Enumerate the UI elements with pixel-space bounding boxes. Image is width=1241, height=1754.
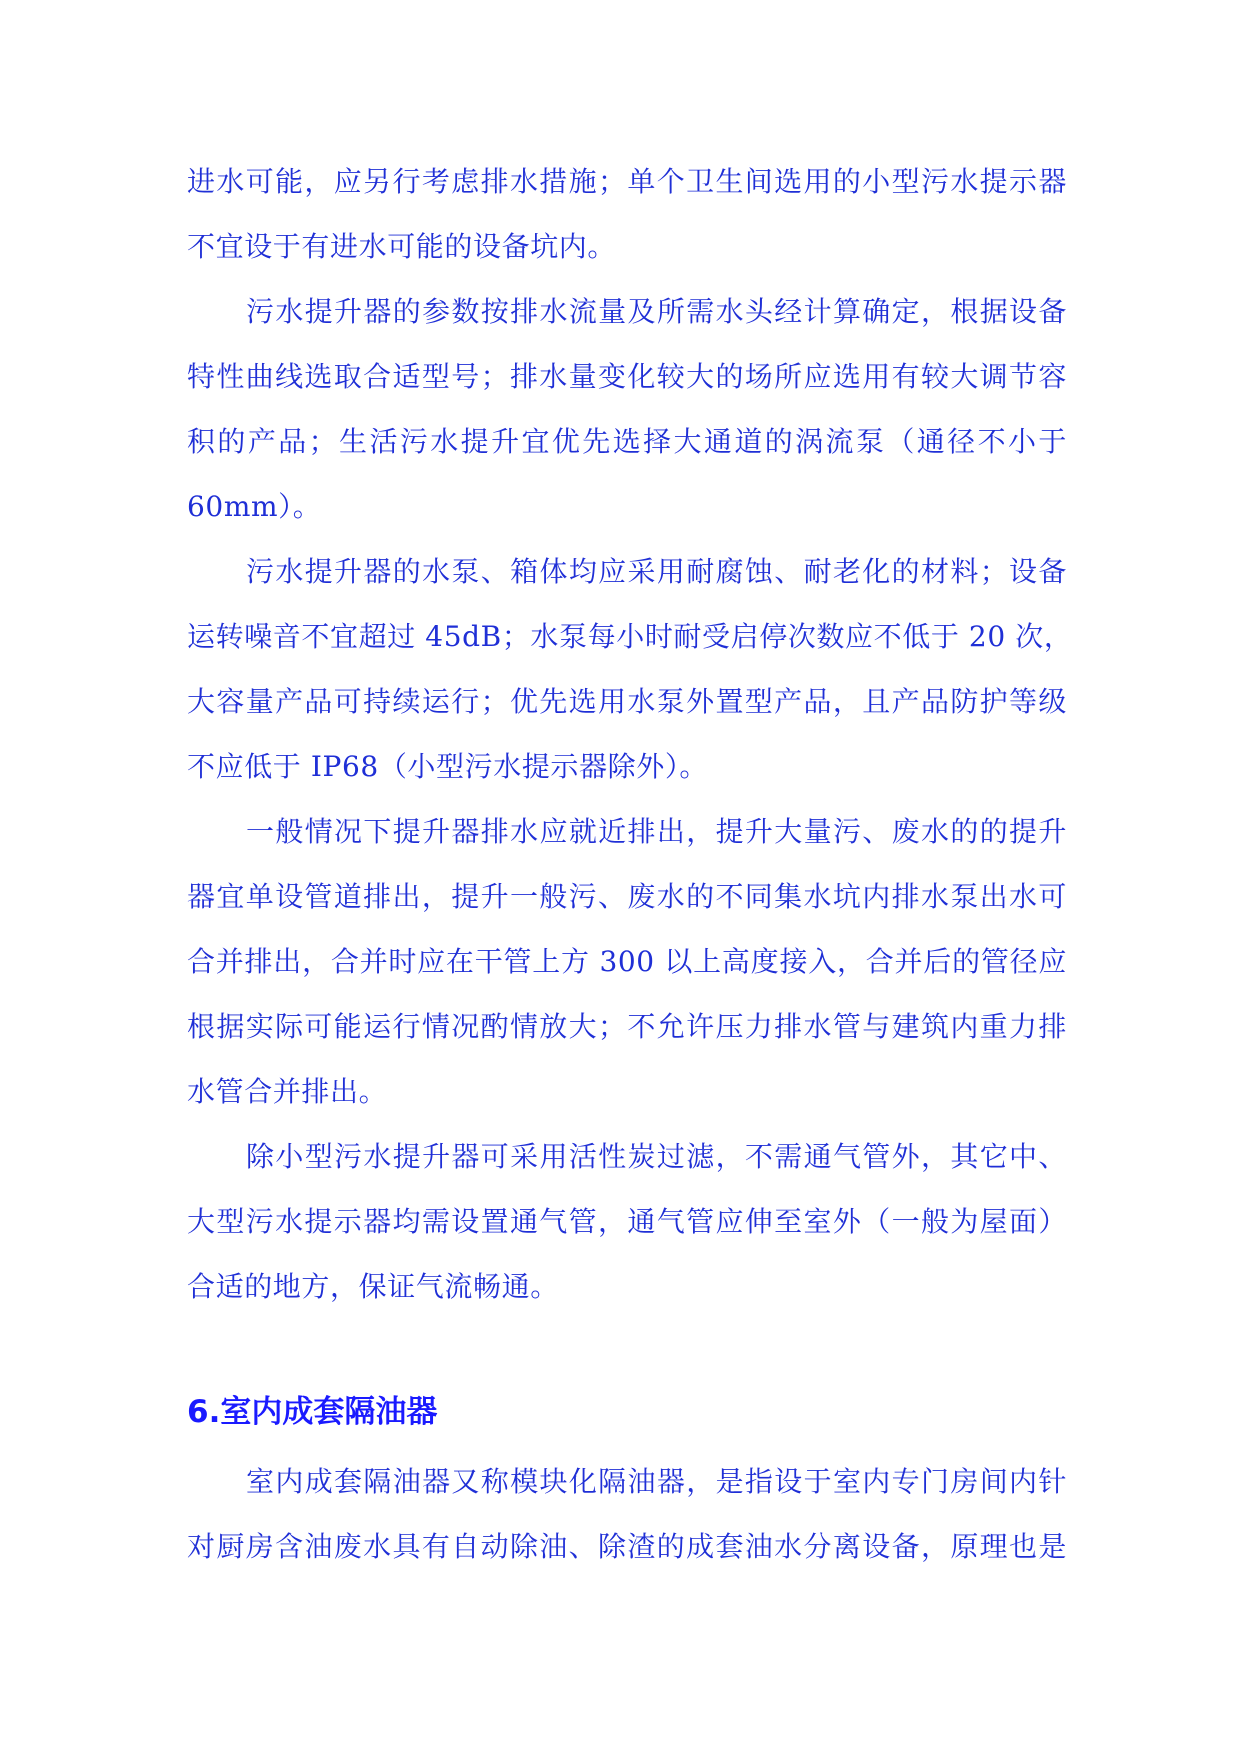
paragraph-line: 水管合并排出。 — [187, 1075, 388, 1108]
paragraph-line: 污水提升器的参数按排水流量及所需水头经计算确定，根据设备 — [246, 295, 1067, 328]
section-heading: 6.室内成套隔油器 — [187, 1394, 438, 1430]
paragraph-line: 器宜单设管道排出，提升一般污、废水的不同集水坑内排水泵出水可 — [187, 880, 1067, 913]
paragraph-line: 特性曲线选取合适型号；排水量变化较大的场所应选用有较大调节容 — [187, 360, 1067, 393]
paragraph-line: 运转噪音不宜超过 45dB；水泵每小时耐受启停次数应不低于 20 次， — [187, 620, 1073, 653]
paragraph-line: 合适的地方，保证气流畅通。 — [187, 1270, 559, 1303]
paragraph-line: 积的产品；生活污水提升宜优先选择大通道的涡流泵（通径不小于 — [187, 425, 1067, 458]
paragraph-line: 室内成套隔油器又称模块化隔油器，是指设于室内专门房间内针 — [246, 1465, 1067, 1498]
paragraph-line: 进水可能，应另行考虑排水措施；单个卫生间选用的小型污水提示器 — [187, 165, 1067, 198]
paragraph-line: 大容量产品可持续运行；优先选用水泵外置型产品，且产品防护等级 — [187, 685, 1067, 718]
paragraph-line: 不应低于 IP68（小型污水提示器除外）。 — [187, 750, 709, 783]
paragraph-line: 合并排出，合并时应在干管上方 300 以上高度接入，合并后的管径应 — [187, 945, 1067, 978]
paragraph-line: 根据实际可能运行情况酌情放大；不允许压力排水管与建筑内重力排 — [187, 1010, 1067, 1043]
paragraph-line: 一般情况下提升器排水应就近排出，提升大量污、废水的的提升 — [246, 815, 1067, 848]
paragraph-line: 污水提升器的水泵、箱体均应采用耐腐蚀、耐老化的材料；设备 — [246, 555, 1067, 588]
paragraph-line: 不宜设于有进水可能的设备坑内。 — [187, 230, 617, 263]
paragraph-line: 除小型污水提升器可采用活性炭过滤，不需通气管外，其它中、 — [246, 1140, 1067, 1173]
paragraph-line: 对厨房含油废水具有自动除油、除渣的成套油水分离设备，原理也是 — [187, 1530, 1067, 1563]
paragraph-line: 60mm）。 — [187, 490, 322, 523]
paragraph-line: 大型污水提示器均需设置通气管，通气管应伸至室外（一般为屋面） — [187, 1205, 1067, 1238]
